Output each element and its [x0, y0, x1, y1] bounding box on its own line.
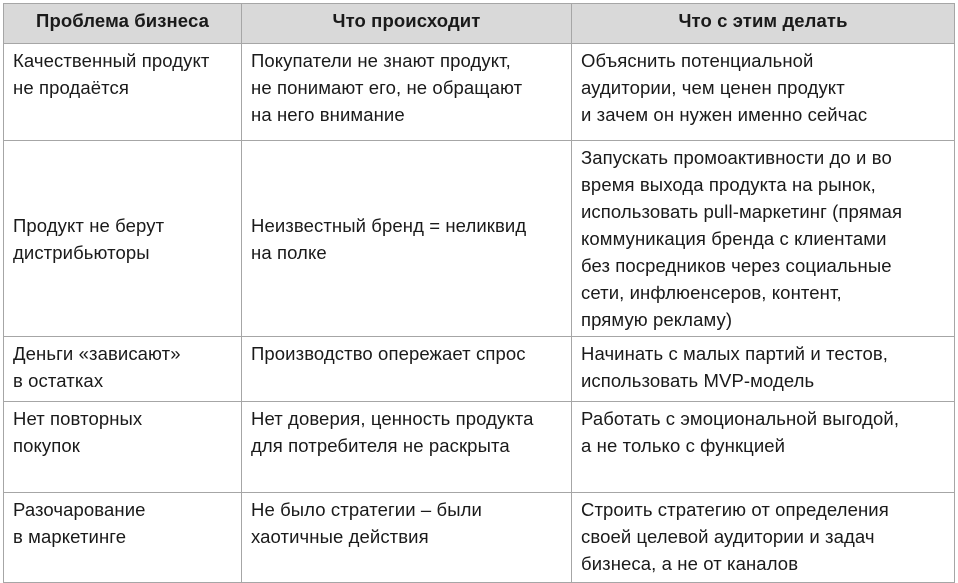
- cell-problem: [4, 402, 242, 493]
- cell-what-happens-text: Нет доверия, ценность продукта для потребителя не раскрыта: [251, 408, 534, 456]
- cell-problem-text: Нет повторных покупок: [13, 408, 143, 456]
- header-what-to-do: Что с этим делать: [572, 4, 955, 44]
- cell-problem: [4, 337, 242, 402]
- cell-what-to-do: [572, 44, 955, 141]
- cell-what-happens: [242, 402, 572, 493]
- cell-what-to-do-text: Запускать промоактивности до и во время выхода продукта на рынок, использовать pull-маркетинг (прямая коммуникация бренда с клиентами без посредников через социальные сети, инфлюенсеров, контент, прямую рекламу): [581, 147, 903, 330]
- cell-what-to-do: [572, 141, 955, 337]
- cell-problem: [4, 493, 242, 583]
- cell-problem-text: Продукт не берут дистрибьюторы: [13, 214, 165, 263]
- cell-problem: [4, 44, 242, 141]
- cell-what-to-do: [572, 337, 955, 402]
- cell-problem-text: Качественный продукт не продаётся: [13, 50, 210, 98]
- header-what-happens: Что происходит: [242, 4, 572, 44]
- cell-what-happens: [242, 141, 572, 337]
- cell-what-to-do-text: Работать с эмоциональной выгодой, а не только с функцией: [581, 408, 900, 456]
- cell-what-happens: [242, 44, 572, 141]
- cell-problem: [4, 141, 242, 337]
- cell-what-to-do: [572, 493, 955, 583]
- cell-what-happens: [242, 337, 572, 402]
- cell-what-happens-text: Неизвестный бренд = неликвид на полке: [251, 214, 527, 263]
- cell-what-to-do-text: Строить стратегию от определения своей целевой аудитории и задач бизнеса, а не от каналов: [581, 499, 889, 574]
- cell-problem-text: Деньги «зависают» в остатках: [13, 343, 181, 391]
- cell-what-happens-text: Производство опережает спрос: [251, 343, 526, 364]
- table-row: [4, 493, 955, 583]
- cell-what-to-do-text: Объяснить потенциальной аудитории, чем ценен продукт и зачем он нужен именно сейчас: [581, 50, 868, 125]
- table-row: [4, 141, 955, 337]
- table-row: [4, 44, 955, 141]
- table-row: [4, 337, 955, 402]
- cell-problem-text: Разочарование в маркетинге: [13, 499, 146, 547]
- cell-what-happens-text: Покупатели не знают продукт, не понимают его, не обращают на него внимание: [251, 50, 523, 125]
- business-problems-table: [3, 3, 955, 583]
- cell-what-happens: [242, 493, 572, 583]
- cell-what-happens-text: Не было стратегии – были хаотичные действия: [251, 499, 482, 547]
- cell-what-to-do: [572, 402, 955, 493]
- cell-what-to-do-text: Начинать с малых партий и тестов, использовать MVP-модель: [581, 343, 889, 391]
- table-header-row: [4, 4, 955, 44]
- header-problem: Проблема бизнеса: [4, 4, 242, 44]
- table-row: [4, 402, 955, 493]
